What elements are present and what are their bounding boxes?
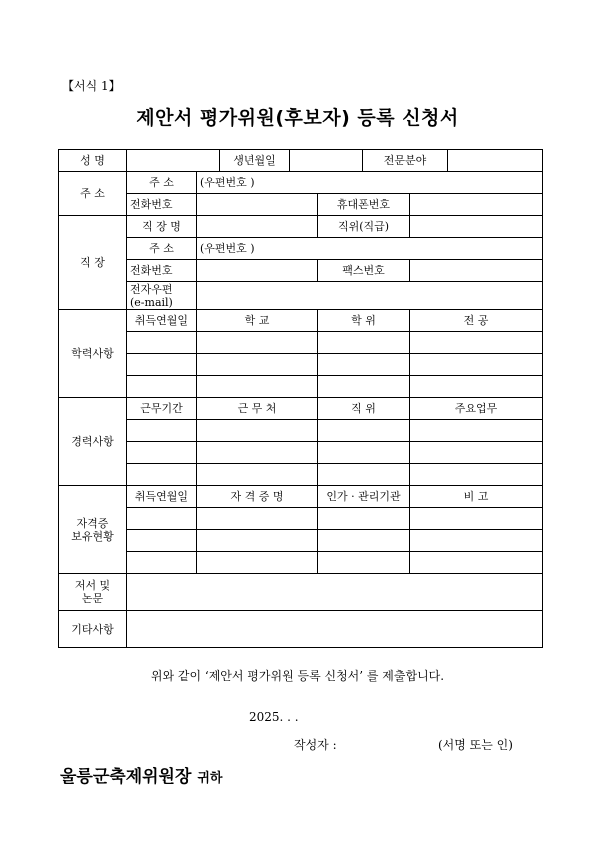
company-name-label: 직 장 명 [127, 216, 197, 238]
certificate-header-date: 취득연월일 [127, 486, 197, 508]
recipient-suffix: 귀하 [197, 771, 223, 786]
email-label-line-1: 전자우편 [130, 282, 173, 296]
certificate-name-cell[interactable] [197, 508, 318, 530]
career-duties-cell[interactable] [410, 464, 543, 486]
recipient-name: 울릉군축제위원장 [60, 767, 192, 787]
education-degree-cell[interactable] [318, 332, 410, 354]
career-row [59, 442, 543, 464]
email-input[interactable] [197, 282, 543, 310]
education-date-cell[interactable] [127, 354, 197, 376]
education-header-row [59, 310, 543, 332]
career-position-cell[interactable] [318, 420, 410, 442]
certificate-date-cell[interactable] [127, 552, 197, 574]
specialty-input[interactable] [448, 150, 543, 172]
certificate-row [59, 530, 543, 552]
home-address-label: 주 소 [127, 172, 197, 194]
education-school-cell[interactable] [197, 354, 318, 376]
certificate-header-name: 자 격 증 명 [197, 486, 318, 508]
certificate-remarks-cell[interactable] [410, 552, 543, 574]
career-period-cell[interactable] [127, 442, 197, 464]
email-label-line-2: (e-mail) [130, 295, 173, 309]
home-phone-input[interactable] [197, 194, 318, 216]
certificate-header-row [59, 486, 543, 508]
education-major-cell[interactable] [410, 376, 543, 398]
career-employer-cell[interactable] [197, 442, 318, 464]
address-section-label: 주 소 [59, 172, 127, 216]
certificate-date-cell[interactable] [127, 508, 197, 530]
education-header-degree: 학 위 [318, 310, 410, 332]
company-row [59, 216, 543, 238]
education-major-cell[interactable] [410, 332, 543, 354]
publications-input[interactable] [127, 574, 543, 611]
fax-input[interactable] [410, 260, 543, 282]
education-major-cell[interactable] [410, 354, 543, 376]
certificate-section-label [59, 486, 127, 574]
company-name-input[interactable] [197, 216, 318, 238]
form-number-label: 【서식 1】 [62, 79, 121, 93]
certificate-header-issuer: 인가 · 관리기관 [318, 486, 410, 508]
career-duties-cell[interactable] [410, 442, 543, 464]
email-label [127, 282, 197, 310]
education-school-cell[interactable] [197, 376, 318, 398]
home-phone-row [59, 194, 543, 216]
job-position-input[interactable] [410, 216, 543, 238]
career-position-cell[interactable] [318, 442, 410, 464]
career-row [59, 464, 543, 486]
job-position-label: 직위(직급) [318, 216, 410, 238]
mobile-label: 휴대폰번호 [318, 194, 410, 216]
publications-row [59, 574, 543, 611]
education-section-label: 학력사항 [59, 310, 127, 398]
education-header-school: 학 교 [197, 310, 318, 332]
birth-date-label: 생년월일 [220, 150, 290, 172]
name-row [59, 150, 543, 172]
work-phone-input[interactable] [197, 260, 318, 282]
name-label: 성 명 [59, 150, 127, 172]
publications-label-line-1: 저서 및 [74, 579, 111, 592]
document-title: 제안서 평가위원(후보자) 등록 신청서 [136, 107, 459, 129]
work-address-label: 주 소 [127, 238, 197, 260]
career-section-label: 경력사항 [59, 398, 127, 486]
publications-label-line-2: 논문 [81, 592, 104, 605]
others-row [59, 611, 543, 648]
education-row [59, 332, 543, 354]
certificate-remarks-cell[interactable] [410, 530, 543, 552]
education-degree-cell[interactable] [318, 376, 410, 398]
home-address-input[interactable]: (우편번호 ) [197, 172, 543, 194]
education-school-cell[interactable] [197, 332, 318, 354]
certificate-remarks-cell[interactable] [410, 508, 543, 530]
education-date-cell[interactable] [127, 332, 197, 354]
birth-date-input[interactable] [290, 150, 363, 172]
career-header-employer: 근 무 처 [197, 398, 318, 420]
work-phone-row [59, 260, 543, 282]
education-date-cell[interactable] [127, 376, 197, 398]
certificate-section-label-line-1: 자격증 [76, 516, 109, 530]
career-period-cell[interactable] [127, 420, 197, 442]
education-row [59, 376, 543, 398]
name-input[interactable] [127, 150, 220, 172]
others-input[interactable] [127, 611, 543, 648]
home-address-row [59, 172, 543, 194]
certificate-name-cell[interactable] [197, 552, 318, 574]
certificate-header-remarks: 비 고 [410, 486, 543, 508]
publications-label [59, 574, 127, 611]
career-employer-cell[interactable] [197, 464, 318, 486]
work-address-input[interactable]: (우편번호 ) [197, 238, 543, 260]
certificate-name-cell[interactable] [197, 530, 318, 552]
career-header-duties: 주요업무 [410, 398, 543, 420]
others-label: 기타사항 [59, 611, 127, 648]
certificate-section-label-line-2: 보유현황 [71, 529, 114, 543]
career-header-row [59, 398, 543, 420]
work-phone-label: 전화번호 [127, 260, 197, 282]
date-line: 2025. . . [249, 710, 299, 724]
specialty-label: 전문분야 [363, 150, 448, 172]
certificate-row [59, 552, 543, 574]
education-degree-cell[interactable] [318, 354, 410, 376]
certificate-issuer-cell[interactable] [318, 552, 410, 574]
email-row [59, 282, 543, 310]
certificate-row [59, 508, 543, 530]
writer-label: 작성자 : [294, 738, 337, 752]
application-form-table [58, 149, 543, 648]
certificate-issuer-cell[interactable] [318, 530, 410, 552]
career-duties-cell[interactable] [410, 420, 543, 442]
career-period-cell[interactable] [127, 464, 197, 486]
career-header-position: 직 위 [318, 398, 410, 420]
career-employer-cell[interactable] [197, 420, 318, 442]
mobile-input[interactable] [410, 194, 543, 216]
fax-label: 팩스번호 [318, 260, 410, 282]
workplace-section-label: 직 장 [59, 216, 127, 310]
declaration-text: 위와 같이 ‘제안서 평가위원 등록 신청서’ 를 제출합니다. [150, 669, 445, 683]
education-row [59, 354, 543, 376]
recipient [60, 762, 222, 787]
education-header-major: 전 공 [410, 310, 543, 332]
career-position-cell[interactable] [318, 464, 410, 486]
certificate-date-cell[interactable] [127, 530, 197, 552]
work-address-row [59, 238, 543, 260]
career-header-period: 근무기간 [127, 398, 197, 420]
signature-label: (서명 또는 인) [438, 738, 513, 752]
home-phone-label: 전화번호 [127, 194, 197, 216]
certificate-issuer-cell[interactable] [318, 508, 410, 530]
career-row [59, 420, 543, 442]
education-header-date: 취득연월일 [127, 310, 197, 332]
